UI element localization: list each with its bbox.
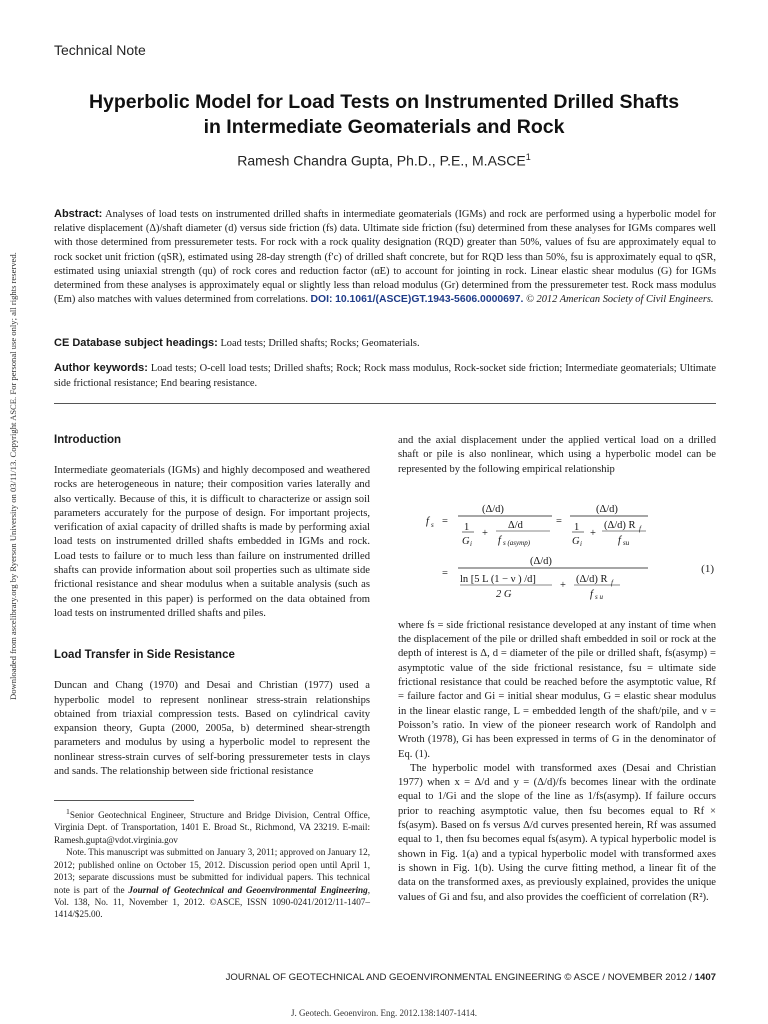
svg-text:1: 1 bbox=[464, 522, 470, 533]
title-line-1: Hyperbolic Model for Load Tests on Instrumented Drilled Shafts bbox=[88, 91, 680, 113]
author-line bbox=[40, 152, 728, 169]
section-label: Technical Note bbox=[54, 42, 146, 58]
svg-text:=: = bbox=[442, 568, 448, 579]
section-divider bbox=[54, 403, 716, 404]
page-number: 1407 bbox=[694, 972, 716, 983]
author-name: Ramesh Chandra Gupta, Ph.D., P.E., M.ASCE bbox=[237, 152, 526, 169]
svg-text:G: G bbox=[572, 536, 580, 547]
svg-text:f: f bbox=[590, 589, 593, 600]
doi-link[interactable]: 10.1061/(ASCE)GT.1943-5606.0000697. bbox=[335, 294, 524, 306]
svg-text:f: f bbox=[498, 535, 501, 546]
svg-text:s (asymp): s (asymp) bbox=[503, 539, 531, 547]
affiliation-text: Senior Geotechnical Engineer, Structure and Bridge Division, Central Office, Virginia Dept. of Transportation, 1401 E. Broad St., Richmond, VA 23219. E-mail: Ramesh.gupta@vdot.virginia.gov bbox=[54, 810, 370, 845]
ce-database-label: CE Database subject headings: bbox=[54, 337, 218, 349]
introduction-text: Intermediate geomaterials (IGMs) and highly decomposed and weathered rocks are heterogeneous in nature; their composition varies laterally and also vertically. Because of this, it is difficult to characterize or assign soil parameters accurately for the purpose of design. For important projects, verification of axial capacity of drilled shafts is made by performing axial load tests on instrumented drilled shafts embedded in IGMs and rock. Load tests to failure or to much less than failure on instrumented drilled shafts can provide information about soil properties such as ultimate side frictional resistance and shear modulus when a suitable analysis (such as the one presented in this paper) is performed on the data obtained from load tests on instrumented drilled shafts and piles. bbox=[54, 465, 370, 619]
introduction-heading: Introduction bbox=[54, 434, 122, 446]
author-footnote-marker: 1 bbox=[525, 152, 531, 162]
svg-text:s u: s u bbox=[595, 593, 603, 601]
author-keywords bbox=[54, 361, 716, 391]
variable-definitions-text: where fs = side frictional resistance developed at any instant of time when the displacement of the pile or drilled shaft embedded in soil or rock at the depth of interest is Δ, d = diameter of the pile or drilled shaft, fs(asymp) = asymptotic value of the side frictional resistance, fsu = ultimate side frictional resistance that could be reached before the asymptotic value, Rf = failure factor and Gi = initial shear modulus, G = elastic shear modulus in the linear elastic range, L = embedded length of the shaft/pile, and ν = Poisson’s ratio. In view of the pioneer research work of Randolph and Wroth (1978), Gi has been expressed in terms of G in the denominator of Eq. (1). bbox=[398, 619, 716, 760]
abstract-text: Analyses of load tests on instrumented drilled shafts in intermediate geomaterials (IGMs) and rock are performed using a hyperbolic model for relative displacement (Δ)/shaft diameter (d) versus side friction (fs) data. Ultimate side friction (fsu) determined from these analyses for IGMs compares well with those determined from pressuremeter tests. For rock with a rock quality designation (RQD) greater than 50%, values of fsu are approximately equal to rock socket unit friction (qSR), estimated using 28-day strength (f′c) of drilled shaft concrete, but for RQD less than 50%, fsu is approximately equal to qSR, estimated using uniaxial strength (qu) of rock cores and reduction factor (αE) to account for jointing in rock. Linear elastic shear modulus (G) for IGMs determined from these analyses is approximately equal or slightly less than reload modulus (Gr) determined from the pressuremeter test. Rock mass modulus (Em) also matches with values determined from correlations. bbox=[54, 209, 717, 306]
svg-text:=: = bbox=[442, 516, 448, 527]
journal-footer bbox=[54, 972, 716, 983]
journal-details: , Vol. 138, No. 11, November 1, 2012. ©ASCE, ISSN 1090-0241/2012/11-1407–1414/$25.00. bbox=[54, 884, 370, 920]
svg-text:(Δ/d): (Δ/d) bbox=[530, 556, 552, 567]
footnote-marker: 1 bbox=[66, 807, 70, 816]
svg-text:f: f bbox=[611, 579, 613, 587]
svg-text:s: s bbox=[431, 521, 434, 529]
svg-text:f: f bbox=[426, 516, 429, 527]
left-column bbox=[54, 434, 370, 779]
svg-text:+: + bbox=[590, 528, 596, 539]
download-watermark: Downloaded from ascelibrary.org by Ryerson University on 03/11/13. Copyright ASCE. For personal use only; all rights reserved. bbox=[8, 252, 18, 700]
svg-text:1: 1 bbox=[574, 522, 580, 533]
svg-text:i: i bbox=[470, 540, 472, 548]
copyright-text: © 2012 American Society of Civil Engineers. bbox=[526, 294, 714, 306]
equation-1 bbox=[420, 500, 720, 604]
keywords-label: Author keywords: bbox=[54, 362, 148, 374]
abstract bbox=[54, 207, 716, 307]
svg-text:su: su bbox=[623, 539, 630, 547]
svg-text:(Δ/d): (Δ/d) bbox=[596, 504, 618, 515]
journal-footer-text: JOURNAL OF GEOTECHNICAL AND GEOENVIRONMENTAL ENGINEERING © ASCE / NOVEMBER 2012 / bbox=[225, 972, 692, 983]
keywords-text: Load tests; O-cell load tests; Drilled shafts; Rock; Rock mass modulus, Rock-socket side friction; Intermediate geomaterials; Ultimate side frictional resistance; End bearing resistance. bbox=[54, 363, 716, 389]
footnote-divider bbox=[54, 800, 194, 801]
journal-name: Journal of Geotechnical and Geoenvironmental Engineering bbox=[128, 884, 368, 895]
equation-graphic bbox=[420, 500, 720, 604]
svg-text:+: + bbox=[560, 580, 566, 591]
svg-text:2 G: 2 G bbox=[496, 589, 512, 600]
equation-intro-text: and the axial displacement under the applied vertical load on a drilled shaft or pile is also nonlinear, which using a hyperbolic model can be represented by the following empirical relationship bbox=[398, 435, 716, 475]
load-transfer-text: Duncan and Chang (1970) and Desai and Christian (1977) used a hyperbolic model to represent nonlinear stress-strain relationships obtained from triaxial compression tests. Based on cylindrical cavity expansion theory, Gupta (2000, 2005a, b) determined shear-strength parameters and modulus by using a hyperbolic model to represent the nonlinear stress-strain curves of self-boring pressuremeter tests in clays and sands. The relationship between side frictional resistance bbox=[54, 680, 370, 778]
svg-text:=: = bbox=[556, 516, 562, 527]
paper-title bbox=[40, 90, 728, 140]
title-line-2: in Intermediate Geomaterials and Rock bbox=[203, 116, 565, 138]
svg-text:Δ/d: Δ/d bbox=[508, 520, 523, 531]
doi-label: DOI: bbox=[310, 294, 333, 306]
manuscript-note bbox=[54, 846, 370, 920]
abstract-label: Abstract: bbox=[54, 208, 103, 220]
footnote bbox=[54, 806, 370, 921]
author-affiliation bbox=[54, 806, 370, 846]
ce-database-text: Load tests; Drilled shafts; Rocks; Geomaterials. bbox=[220, 338, 420, 349]
svg-text:(Δ/d) R: (Δ/d) R bbox=[604, 520, 636, 531]
citation-line: J. Geotech. Geoenviron. Eng. 2012.138:1407-1414. bbox=[291, 1008, 477, 1018]
svg-text:G: G bbox=[462, 536, 470, 547]
load-transfer-heading: Load Transfer in Side Resistance bbox=[54, 649, 235, 662]
hyperbolic-model-text: The hyperbolic model with transformed axes (Desai and Christian 1977) when x = Δ/d and y = (Δ/d)/fs becomes linear with the ordinate equal to 1/Gi and the slope of the line as 1/fs(asymp). If failure occurs prior to reaching asymptotic value, then fsu becomes equal to Rf × fs(asym). Based on fs versus Δ/d curves presented herein, Rf was assumed equal to 1, then fsu becomes equal fs(asym). A typical hyperbolic model is shown in Fig. 1(a) and a typical hyperbolic model with transformed axes is shown in Fig. 1(b). Using the curve fitting method, a linear fit of the data on the transformed axes, as previously explained, provides the unique values of Gi and fsu, and also provides the coefficient of correlation (R²). bbox=[398, 762, 716, 903]
svg-text:f: f bbox=[618, 535, 621, 546]
ce-database-headings bbox=[54, 336, 716, 351]
svg-text:(Δ/d): (Δ/d) bbox=[482, 504, 504, 515]
svg-text:i: i bbox=[580, 540, 582, 548]
equation-number: (1) bbox=[701, 563, 714, 575]
svg-text:f: f bbox=[639, 525, 641, 533]
manuscript-note-text: Note. This manuscript was submitted on January 3, 2011; approved on January 12, 2012; published online on October 15, 2012. Discussion period open until April 1, 2013; separate discussions must be submitted for individual papers. This technical note is part of the bbox=[54, 847, 370, 895]
svg-text:+: + bbox=[482, 528, 488, 539]
svg-text:(Δ/d) R: (Δ/d) R bbox=[576, 574, 608, 585]
svg-text:ln [5 L (1 − ν ) /d]: ln [5 L (1 − ν ) /d] bbox=[460, 574, 536, 585]
